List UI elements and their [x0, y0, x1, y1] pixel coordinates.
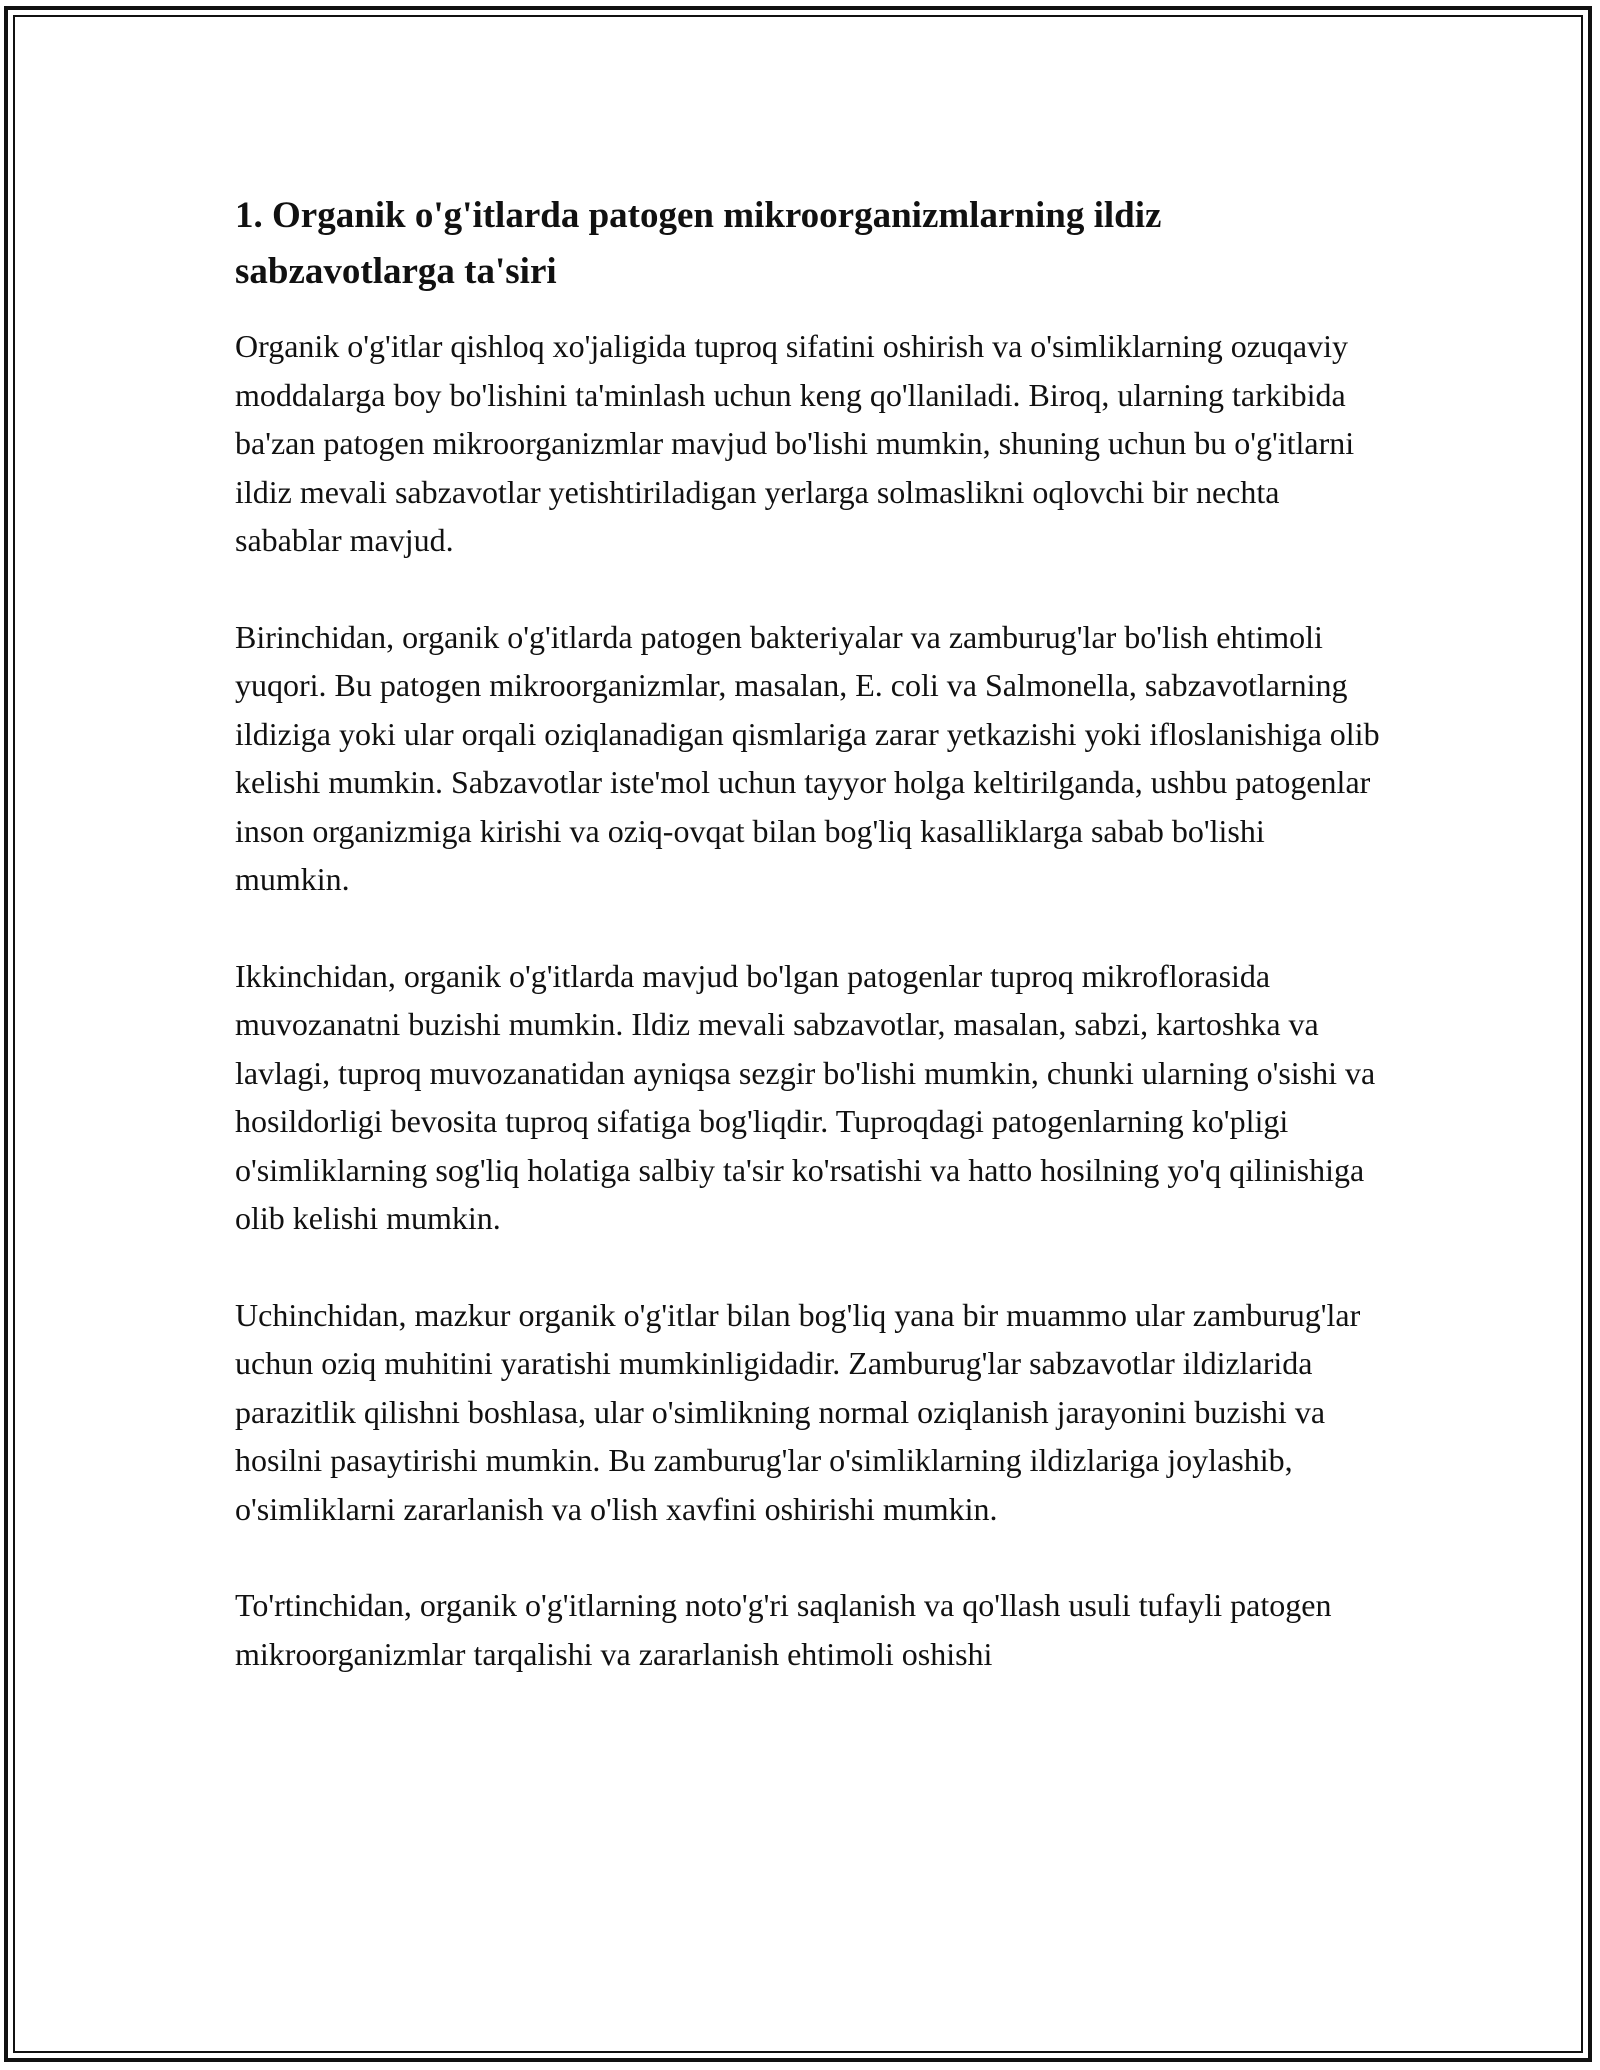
paragraph-fourth-reason: To'rtinchidan, organik o'g'itlarning noto'g'ri saqlanish va qo'llash usuli tufayli patogen mikroorganizmlar tarqalishi va zararlanish ehtimoli oshishi	[235, 1587, 1332, 1672]
paragraph-first-reason: Birinchidan, organik o'g'itlarda patogen bakteriyalar va zamburug'lar bo'lish ehtimoli yuqori. Bu patogen mikroorganizmlar, masalan, E. coli va Salmonella, sabzavotlarning ildiziga yoki ular orqali oziqlanadigan qismlariga zarar yetkazishi yoki ifloslanishiga olib kelishi mumkin. Sabzavotlar iste'mol uchun tayyor holga keltirilganda, ushbu patogenlar inson organizmiga kirishi va oziq-ovqat bilan bog'liq kasalliklarga sabab bo'lishi mumkin.	[235, 618, 1380, 897]
document-body	[235, 188, 1380, 1726]
document-title: 1. Organik o'g'itlarda patogen mikroorganizmlarning ildiz sabzavotlarga ta'siri	[235, 195, 1162, 292]
paragraph-third-reason: Uchinchidan, mazkur organik o'g'itlar bilan bog'liq yana bir muammo ular zamburug'lar uchun oziq muhitini yaratishi mumkinligidadir. Zamburug'lar sabzavotlar ildizlarida parazitlik qilishni boshlasa, ular o'simlikning normal oziqlanish jarayonini buzishi va hosilni pasaytirishi mumkin. Bu zamburug'lar o'simliklarning ildizlariga joylashib, o'simliklarni zararlanish va o'lish xavfini oshirishi mumkin.	[235, 1296, 1361, 1527]
paragraph-second-reason: Ikkinchidan, organik o'g'itlarda mavjud bo'lgan patogenlar tuproq mikroflorasida muvozanatni buzishi mumkin. Ildiz mevali sabzavotlar, masalan, sabzi, kartoshka va lavlagi, tuproq muvozanatidan ayniqsa sezgir bo'lishi mumkin, chunki ularning o'sishi va hosildorligi bevosita tuproq sifatiga bog'liqdir. Tuproqdagi patogenlarning ko'pligi o'simliklarning sog'liq holatiga salbiy ta'sir ko'rsatishi va hatto hosilning yo'q qilinishiga olib kelishi mumkin.	[235, 957, 1376, 1236]
paragraph-intro: Organik o'g'itlar qishloq xo'jaligida tuproq sifatini oshirish va o'simliklarning ozuqaviy moddalarga boy bo'lishini ta'minlash uchun keng qo'llaniladi. Biroq, ularning tarkibida ba'zan patogen mikroorganizmlar mavjud bo'lishi mumkin, shuning uchun bu o'g'itlarni ildiz mevali sabzavotlar yetishtiriladigan yerlarga solmaslikni oqlovchi bir nechta sabablar mavjud.	[235, 328, 1355, 558]
